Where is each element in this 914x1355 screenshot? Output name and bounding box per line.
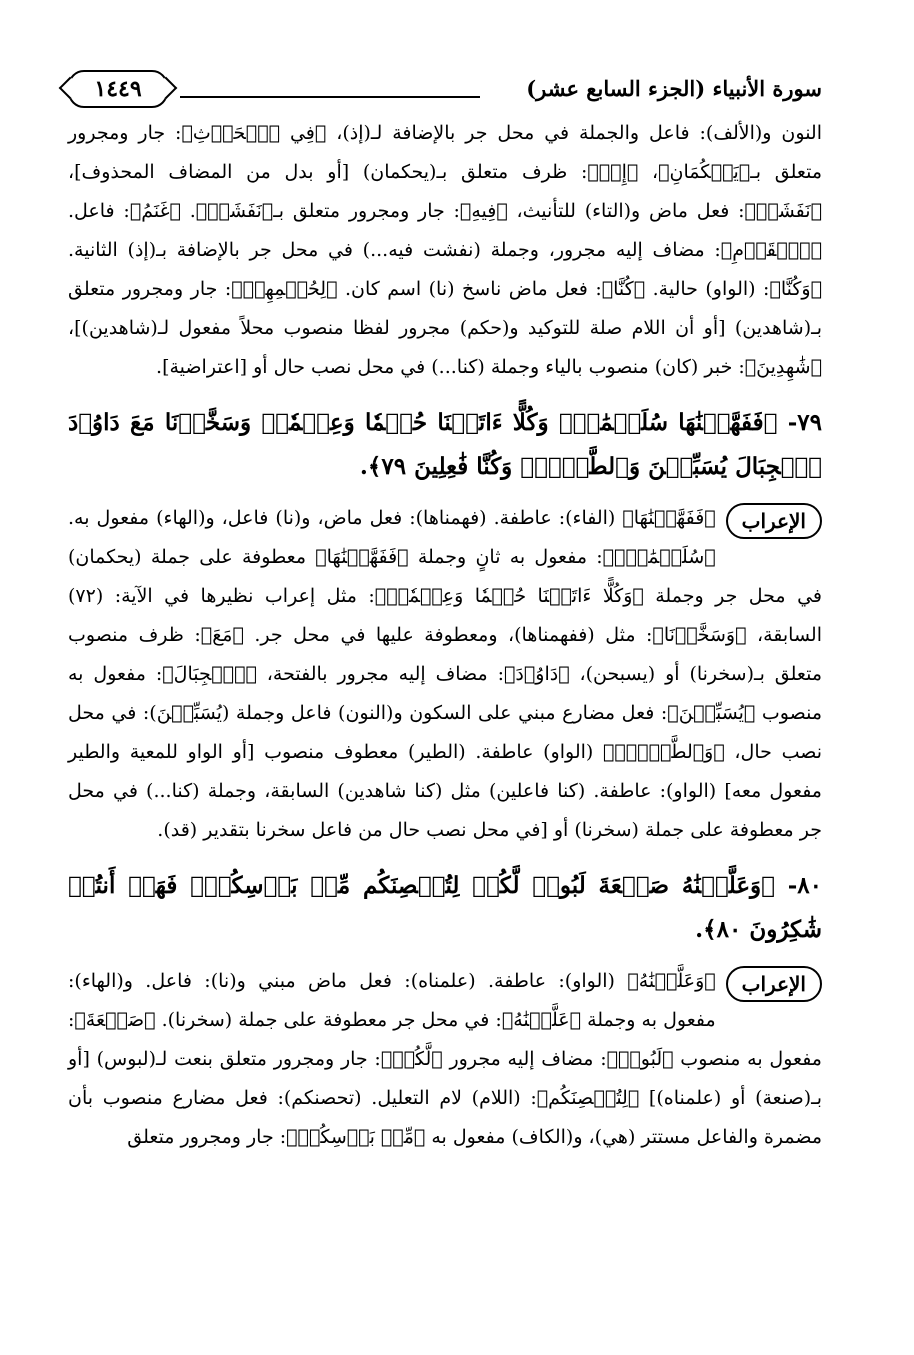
irab-label: الإعراب	[726, 966, 822, 1002]
paragraph-1: النون و(الألف): فاعل والجملة في محل جر بالإضافة لـ(إذ)، ﴿فِي ٱلۡحَرۡثِ﴾: جار ومجرور متعلق بـ﴿يَحۡكُمَانِ﴾، ﴿إِذۡ﴾: ظرف متعلق بـ(يحكمان) [أو بدل من المضاف المحذوف]، ﴿نَفَشَتۡ﴾: فعل ماض و(التاء) للتأنيث، ﴿فِيهِ﴾: جار ومجرور متعلق بـ﴿نَفَشَتۡ﴾. ﴿غَنَمُ﴾: فاعل. ﴿ٱلۡقَوۡمِ﴾: مضاف إليه مجرور، وجملة (نفشت فيه...) في محل جر بالإضافة بـ(إذ) الثانية. ﴿وَكُنَّا﴾: (الواو) حالية. ﴿كُنَّا﴾: فعل ماض ناسخ (نا) اسم كان. ﴿لِحُكۡمِهِمۡ﴾: جار ومجرور متعلق بـ(شاهدين) [أو أن اللام صلة للتوكيد و(حكم) مجرور لفظا منصوب محلاً مفعول لـ(شاهدين)]، ﴿شَٰهِدِينَ﴾: خبر (كان) منصوب بالياء وجملة (كنا...) في محل نصب حال أو [اعتراضية].	[68, 122, 822, 378]
page	[68, 62, 822, 1355]
irab-section-80	[68, 962, 822, 1157]
header-title: سورة الأنبياء (الجزء السابع عشر)	[526, 76, 822, 101]
page-header	[68, 62, 822, 114]
verse-80: ٨٠- ﴿وَعَلَّمۡنَٰهُ صَنۡعَةَ لَبُوسٖ لَّكُمۡ لِتُحۡصِنَكُم مِّنۢ بَأۡسِكُمۡۖ فَهَلۡ أَنتُمۡ شَٰكِرُونَ ٨٠﴾.	[68, 872, 822, 943]
page-number: ١٤٤٩	[68, 70, 168, 108]
verse-79: ٧٩- ﴿فَفَهَّمۡنَٰهَا سُلَيۡمَٰنَۚ وَكُلًّا ءَاتَيۡنَا حُكۡمٗا وَعِلۡمٗاۚ وَسَخَّرۡنَا مَعَ دَاوُۥدَ ٱلۡجِبَالَ يُسَبِّحۡنَ وَٱلطَّيۡرَۚ وَكُنَّا فَٰعِلِينَ ٧٩﴾.	[68, 409, 822, 480]
header-rule	[180, 96, 480, 98]
irab-text-79: ﴿فَفَهَّمۡنَٰهَا﴾ (الفاء): عاطفة. (فهمناها): فعل ماض، و(نا) فاعل، و(الهاء) مفعول به. ﴿سُلَيۡمَٰنَۚ﴾: مفعول به ثانٍ وجملة ﴿فَفَهَّمۡنَٰهَا﴾ معطوفة على جملة (يحكمان) في محل جر وجملة ﴿وَكُلًّا ءَاتَيۡنَا حُكۡمٗا وَعِلۡمٗاۚ﴾: مثل إعراب نظيرها في الآية: (٧٢) السابقة، ﴿وَسَخَّرۡنَا﴾: مثل (ففهمناها)، ومعطوفة عليها في محل جر. ﴿مَعَ﴾: ظرف منصوب متعلق بـ(سخرنا) أو (يسبحن)، ﴿دَاوُۥدَ﴾: مضاف إليه مجرور بالفتحة، ﴿ٱلۡجِبَالَ﴾: مفعول به منصوب ﴿يُسَبِّحۡنَ﴾: فعل مضارع مبني على السكون و(النون) فاعل وجملة (يُسَبِّحۡنَ): في محل نصب حال، ﴿وَٱلطَّيۡرَۚ﴾ (الواو) عاطفة. (الطير) معطوف منصوب [أو الواو للمعية والطير مفعول معه] (الواو): عاطفة. (كنا فاعلين) مثل (كنا شاهدين) السابقة، وجملة (كنا...) في محل جر معطوفة على جملة (سخرنا) أو [في محل نصب حال من فاعل سخرنا بتقدير (قد).	[68, 507, 822, 841]
irab-label: الإعراب	[726, 503, 822, 539]
irab-text-80: ﴿وَعَلَّمۡنَٰهُ﴾ (الواو): عاطفة. (علمناه): فعل ماض مبني و(نا): فاعل. و(الهاء): مفعول به وجملة ﴿عَلَّمۡنَٰهُ﴾: في محل جر معطوفة على جملة (سخرنا). ﴿صَنۡعَةَ﴾: مفعول به منصوب ﴿لَبُوسٖ﴾: مضاف إليه مجرور ﴿لَّكُمۡ﴾: جار ومجرور متعلق بنعت لـ(لبوس) [أو بـ(صنعة) أو (علمناه)] ﴿لِتُحۡصِنَكُم﴾: (اللام) لام التعليل. (تحصنكم): فعل مضارع منصوب بأن مضمرة والفاعل مستتر (هي)، و(الكاف) مفعول به ﴿مِّنۢ بَأۡسِكُمۡ﴾: جار ومجرور متعلق	[68, 970, 822, 1148]
irab-section-79	[68, 499, 822, 850]
